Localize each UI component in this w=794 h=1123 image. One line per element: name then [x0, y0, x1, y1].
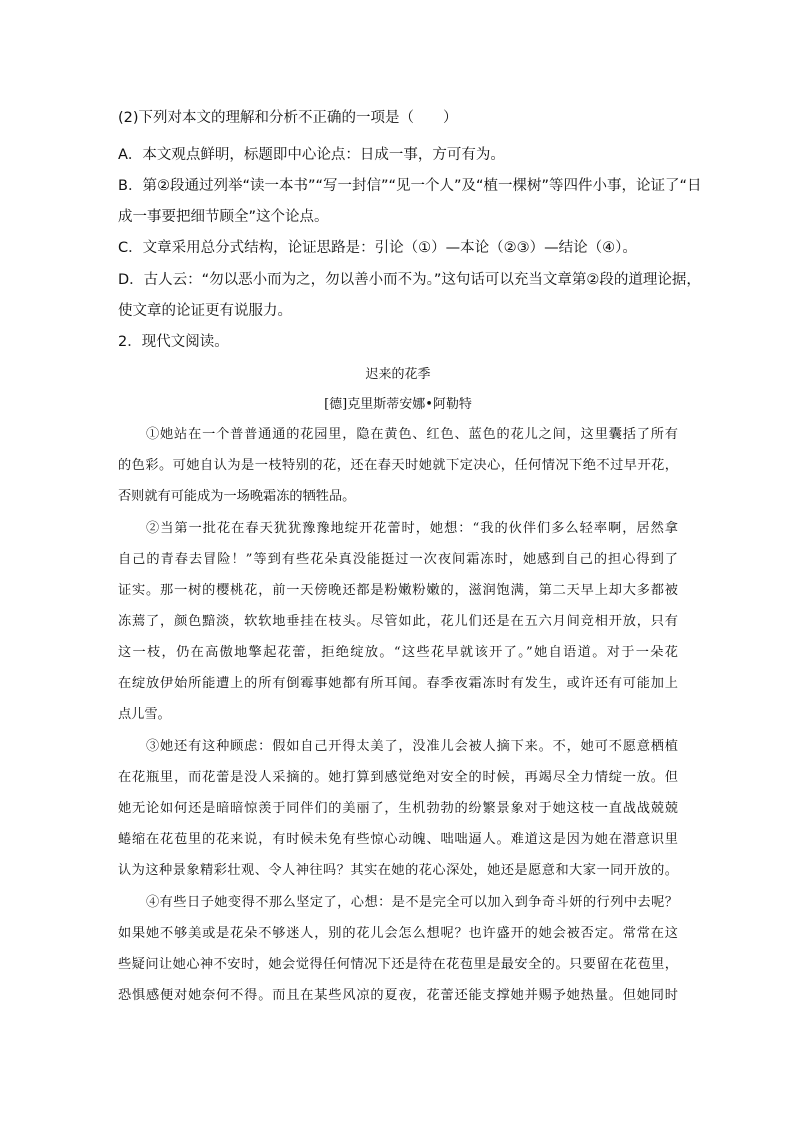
p3-line-5: 认为这种景象精彩壮观、令人神往吗？其实在她的花心深处，她还是愿意和大家一同开放的。: [118, 863, 678, 878]
section-heading: 2．现代文阅读。: [118, 334, 229, 350]
p1-line-1: ①她站在一个普普通通的花园里，隐在黄色、红色、蓝色的花儿之间，这里囊括了所有: [146, 427, 678, 442]
p4-line-4: 恐惧感便对她奈何不得。而且在某些风凉的夏夜，花蕾还能支撑她并赐予她热量。但她同时: [118, 988, 678, 1003]
p3-line-2: 在花瓶里，而花蕾是没人采摘的。她打算到感觉绝对安全的时候，再竭尽全力情绽一放。但: [118, 770, 678, 785]
option-b-line-2: 成一事要把细节顾全”这个论点。: [118, 209, 329, 225]
p3-line-4: 蜷缩在花苞里的花来说，有时候未免有些惊心动魄、咄咄逼人。难道这是因为她在潜意识里: [118, 832, 678, 847]
p3-line-1: ③她还有这种顾虑：假如自己开得太美了，没准儿会被人摘下来。不，她可不愿意栖植: [146, 739, 678, 754]
p2-line-4: 冻蔫了，颜色黯淡，软软地垂挂在枝头。尽管如此，花儿们还是在五六月间竞相开放，只有: [118, 614, 678, 629]
p4-line-3: 些疑问让她心神不安时，她会觉得任何情况下还是待在花苞里是最安全的。只要留在花苞里，: [118, 957, 678, 972]
p3-line-3: 她无论如何还是暗暗惊羡于同伴们的美丽了，生机勃勃的纷繁景象对于她这枝一直战战兢兢: [118, 801, 678, 816]
p2-line-2: 自己的青春去冒险！”等到有些花朵真没能挺过一次夜间霜冻时，她感到自己的担心得到了: [118, 552, 678, 567]
p2-line-3: 证实。那一树的樱桃花，前一天傍晚还都是粉嫩粉嫩的，滋润饱满，第二天早上却大多都被: [118, 583, 678, 598]
p1-line-3: 否则就有可能成为一场晚霜冻的牺牲品。: [118, 489, 356, 504]
p2-line-6: 在绽放伊始所能遭上的所有倒霉事她都有所耳闻。春季夜霜冻时有发生，或许还有可能加上: [118, 676, 678, 691]
p4-line-1: ④有些日子她变得不那么坚定了，心想：是不是完全可以加入到争奇斗妍的行列中去呢？: [146, 895, 678, 910]
question-stem: (2)下列对本文的理解和分析不正确的一项是（ ）: [118, 110, 458, 126]
option-d-line-2: 使文章的论证更有说服力。: [118, 303, 292, 319]
p4-line-2: 如果她不够美或是花朵不够迷人，别的花儿会怎么想呢？也许盛开的她会被否定。常常在这: [118, 926, 678, 941]
option-d-line-1: D．古人云：“勿以恶小而为之，勿以善小而不为。”这句话可以充当文章第②段的道理论据，: [118, 272, 701, 288]
article-author: [德]克里斯蒂安娜•阿勒特: [324, 397, 472, 412]
p2-line-5: 这一枝，仍在高傲地擎起花蕾，拒绝绽放。“这些花早就该开了。”她自语道。对于一朵花: [118, 645, 678, 660]
p1-line-2: 的色彩。可她自认为是一枝特别的花，还在春天时她就下定决心，任何情况下绝不过早开花，: [118, 458, 678, 473]
article-title: 迟来的花季: [365, 367, 431, 382]
option-c-line-1: C．文章采用总分式结构，论证思路是：引论（①）—本论（②③）—结论（④）。: [118, 240, 637, 256]
p2-line-1: ②当第一批花在春天犹犹豫豫地绽开花蕾时，她想：“我的伙伴们多么轻率啊，居然拿: [146, 521, 678, 536]
option-b-line-1: B．第②段通过列举“读一本书”“写一封信”“见一个人”及“植一棵树”等四件小事，论证了“日: [118, 178, 702, 194]
p2-line-7: 点儿雪。: [118, 707, 171, 722]
option-a-line-1: A．本文观点鲜明，标题即中心论点：日成一事，方可有为。: [118, 147, 505, 163]
